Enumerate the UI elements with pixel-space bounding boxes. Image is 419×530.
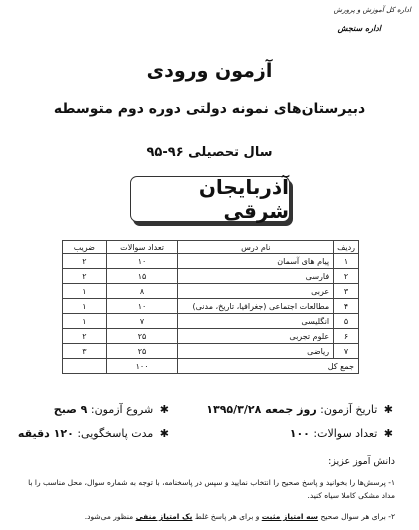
row-count: ۷ [106,314,178,329]
table-row [63,314,359,329]
col-count-header: تعداد سوالات [106,241,178,254]
row-coef: ۱ [63,299,107,314]
row-coef: ۲ [63,269,107,284]
row-subject: پیام های آسمان [178,254,334,269]
total-label: جمع کل [178,359,359,374]
question-count-value: ۱۰۰ [289,427,310,440]
total-coef [63,359,107,374]
instructions-greeting: دانش آموز عزیز: [328,456,395,467]
note2-mid: و برای هر پاسخ غلط [194,512,260,521]
province-banner [130,176,290,222]
row-coef: ۱ [63,314,107,329]
row-subject: علوم تجربی [178,329,334,344]
exam-start-label: شروع آزمون: [90,403,154,416]
row-index: ۶ [334,329,359,344]
star-bullet-icon: ✱ [159,427,169,440]
subjects-table [62,240,359,374]
row-subject: فارسی [178,269,334,284]
note2-positive: سه امتیاز مثبت [261,512,319,521]
col-coef-header: ضریب [63,241,107,254]
exam-date [206,403,393,416]
note2-prefix: ۲- برای هر سوال صحیح [320,512,395,521]
row-count: ۸ [106,284,178,299]
header-line-1: اداره کل آموزش و پرورش [333,6,411,14]
exam-date-label: تاریخ آزمون: [320,403,378,416]
answer-duration-label: مدت پاسخگویی: [77,427,154,440]
row-subject: انگلیسی [178,314,334,329]
row-count: ۲۵ [106,344,178,359]
table-row [63,254,359,269]
exam-start-value: ۹ صبح [53,403,88,416]
col-subject-header: نام درس [178,241,334,254]
table-row [63,329,359,344]
row-count: ۲۵ [106,329,178,344]
row-index: ۲ [334,269,359,284]
header-line-2: اداره سنجش [337,24,381,33]
row-index: ۵ [334,314,359,329]
exam-subtitle: دبیرستان‌های نمونه دولتی دوره دوم متوسطه [53,101,366,117]
row-coef: ۲ [63,329,107,344]
row-index: ۱ [334,254,359,269]
col-index-header: ردیف [334,241,359,254]
question-count-label: تعداد سوالات: [313,427,378,440]
row-count: ۱۰ [106,299,178,314]
row-index: ۷ [334,344,359,359]
province-name: آذربایجان شرقی [198,175,289,223]
instruction-note-2 [20,510,395,523]
row-coef: ۲ [63,254,107,269]
star-bullet-icon: ✱ [159,403,169,416]
table-row [63,269,359,284]
row-count: ۱۰ [106,254,178,269]
instruction-note-1: ۱- پرسش‌ها را بخوانید و پاسخ صحیح را انتخاب نمایید و سپس در پاسخنامه، با توجه به شماره سوال، محل مناسب را با مداد مشکی کاملا سیاه کنید. [28,478,395,500]
exam-title: آزمون ورودی [146,60,273,82]
row-subject: عربی [178,284,334,299]
row-subject: مطالعات اجتماعی (جغرافیا، تاریخ، مدنی) [178,299,334,314]
total-count: ۱۰۰ [106,359,178,374]
row-index: ۴ [334,299,359,314]
star-bullet-icon: ✱ [383,403,393,416]
note2-negative: یک امتیاز منفی [135,512,193,521]
row-coef: ۳ [63,344,107,359]
row-count: ۱۵ [106,269,178,284]
row-index: ۳ [334,284,359,299]
answer-duration-value: ۱۲۰ دقیقه [17,427,74,440]
note2-suffix: منظور می‌شود. [84,512,134,521]
table-row [63,344,359,359]
exam-year: سال تحصیلی ۹۶-۹۵ [146,145,273,160]
answer-duration [18,427,169,440]
table-row [63,299,359,314]
table-header-row [63,241,359,254]
header-block [301,6,411,46]
exam-date-value: روز جمعه ۱۳۹۵/۳/۲۸ [206,403,317,416]
table-total-row [63,359,359,374]
question-count [290,427,393,440]
exam-start [54,403,169,416]
star-bullet-icon: ✱ [383,427,393,440]
table-row [63,284,359,299]
row-subject: ریاضی [178,344,334,359]
row-coef: ۱ [63,284,107,299]
